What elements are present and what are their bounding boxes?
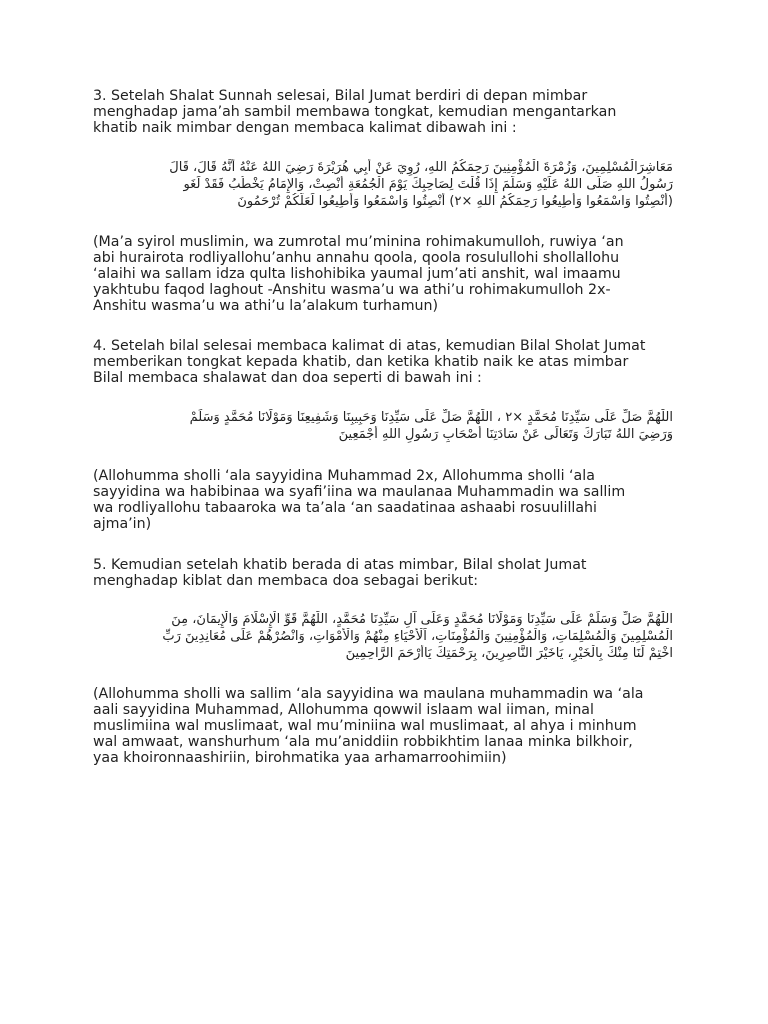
arabic-line: اللّٰهُمَّ صَلِّ وَسَلِّمْ عَلَى سَيِّدِنَا وَمَوْلَانَا مُحَمَّدٍ وَعَلَى آلِ سَيِّدِنَا مُحَمَّدٍ، اللّٰهُمَّ قَوِّ الْإِسْلَامَ وَالْإِيمَانَ، مِنَ xyxy=(171,612,673,627)
arabic-line: (أَنْصِتُوا وَاسْمَعُوا وَأَطِيعُوا رَحِمَكُمُ اللهِ ×٢) أَنْصِتُوا وَاسْمَعُوا وَأَطِيعُوا لَعَلَّكُمْ تُرْحَمُونَ xyxy=(237,194,673,209)
step-3-arabic-text xyxy=(93,159,673,210)
arabic-line: رَسُولُ اللهِ صَلَّى اللهُ عَلَيْهِ وَسَلَّمَ إِذَا قُلْتَ لِصَاحِبِكَ يَوْمَ الْجُمُعَةِ أَنْصِتْ، وَالإِمَامُ يَخْطُبُ فَقَدْ لَغَو xyxy=(183,177,673,192)
step-4-arabic-text xyxy=(93,409,673,443)
step-5-transliteration: (Allohumma sholli wa sallim ‘ala sayyidina wa maulana muhammadin wa ‘ala aali sayyidina Muhammad, Allohumma qowwil islaam wal iiman, minal muslimiina wal muslimaat, wal mu’miniina wal muslimaat, al ahya i minhum wal amwaat, wanshurhum ‘ala mu’aniddiin robbikhtim lanaa minka bilkhoir, yaa khoironnaashiriin, birohmatika yaa arhamarroohimiin) xyxy=(93,686,644,766)
arabic-line: وَرَضِيَ اللهُ تَبَارَكَ وَتَعَالَى عَنْ سَادَتِنَا أَصْحَابِ رَسُولِ اللهِ أَجْمَعِينَ xyxy=(338,427,673,442)
step-4-heading: 4. Setelah bilal selesai membaca kalimat di atas, kemudian Bilal Sholat Jumat memberikan tongkat kepada khatib, dan ketika khatib naik ke atas mimbar Bilal membaca shalawat dan doa seperti di bawah ini : xyxy=(93,338,646,386)
arabic-line: اخْتِمْ لَنَا مِنْكَ بِالْخَيْرِ، يَاخَيْرَ النَّاصِرِينَ، بِرَحْمَتِكَ يَاأَرْحَمَ الرَّاحِمِينَ xyxy=(345,646,673,661)
step-3-transliteration: (Ma’a syirol muslimin, wa zumrotal mu’minina rohimakumulloh, ruwiya ‘an abi hurairota rodliyallohu’anhu annahu qoola, qoola rosulullohi shollallohu ‘alaihi wa sallam idza qulta lishohibika yaumal jum’ati anshit, wal imaamu yakhtubu faqod laghout -Anshitu wasma’u wa athi’u rohimakumulloh 2x- Anshitu wasma’u wa athi’u la’alakum turhamun) xyxy=(93,234,624,314)
arabic-line: مَعَاشِرَالْمُسْلِمِينَ، وَزُمْرَةَ الْمُؤْمِنِينَ رَحِمَكُمُ اللهِ، رُوِيَ عَنْ أَبِي هُرَيْرَةَ رَضِيَ اللهُ عَنْهُ أَنَّهُ قَالَ، قَالَ xyxy=(169,160,673,175)
step-3-heading: 3. Setelah Shalat Sunnah selesai, Bilal Jumat berdiri di depan mimbar menghadap jama’ah sambil membawa tongkat, kemudian mengantarkan khatib naik mimbar dengan membaca kalimat dibawah ini : xyxy=(93,88,617,136)
step-4-transliteration: (Allohumma sholli ‘ala sayyidina Muhammad 2x, Allohumma sholli ‘ala sayyidina wa habibinaa wa syafi’iina wa maulanaa Muhammadin wa sallim wa rodliyallohu tabaaroka wa ta’ala ‘an saadatinaa ashaabi rosuulillahi ajma’in) xyxy=(93,468,626,532)
step-5-heading: 5. Kemudian setelah khatib berada di atas mimbar, Bilal sholat Jumat menghadap kiblat dan membaca doa sebagai berikut: xyxy=(93,557,587,589)
arabic-line: الْمُسْلِمِينَ وَالْمُسْلِمَاتِ، وَالْمُؤْمِنِينَ وَالْمُؤْمِنَاتِ، اَلْأَحْيَاءِ مِنْهُمْ وَالْأَمْوَاتِ، وَانْصُرْهُمْ عَلَى مُعَانِدِينَ رَبِّ xyxy=(162,629,673,644)
step-5-arabic-text xyxy=(93,611,673,662)
arabic-line: اللّٰهُمَّ صَلِّ عَلَى سَيِّدِنَا مُحَمَّدٍ ×٢ ، اللّٰهُمَّ صَلِّ عَلَى سَيِّدِنَا وَحَبِيبِنَا وَشَفِيعِنَا وَمَوْلَانَا مُحَمَّدٍ وَسَلِّمْ xyxy=(189,410,673,425)
